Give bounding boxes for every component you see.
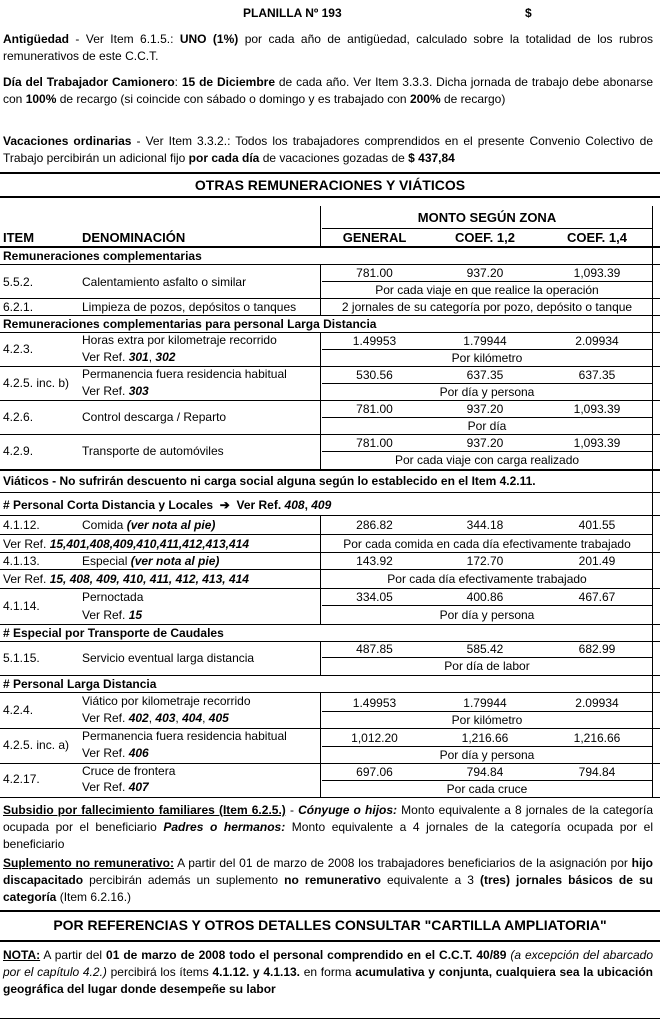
- ref-number: 301: [128, 350, 149, 364]
- ref-number: 15: [128, 608, 143, 622]
- den-425a: Permanencia fuera residencia habitual: [82, 729, 287, 743]
- vacaciones-paragraph: [3, 133, 653, 167]
- value-coef12: 172.70: [466, 554, 504, 568]
- value-coef14: 201.49: [578, 554, 616, 568]
- ref-number: 15, 408, 409, 410, 411, 412, 413, 414: [49, 572, 249, 586]
- den-label: Especial: [82, 554, 128, 568]
- section-corta-distancia: [3, 498, 331, 512]
- item-423: 4.2.3.: [3, 342, 34, 356]
- row-note: Por cada comida en cada día efectivamente trabajado: [343, 537, 631, 551]
- value-coef14: 794.84: [578, 765, 616, 779]
- suplemento-text-4: (Item 6.2.16.): [56, 890, 132, 904]
- divider: [0, 692, 660, 693]
- monto-header: MONTO SEGÚN ZONA: [417, 210, 557, 225]
- vacaciones-text: - Ver Item 3.3.2.: Todos los trabajadores comprendidos en el presente Convenio Colectivo de Trabajo percibirán un adicional fijo: [3, 134, 654, 165]
- ref-424: [82, 711, 229, 725]
- section-rem-comp-ld: Remuneraciones complementarias para personal Larga Distancia: [3, 317, 377, 331]
- item-header: ITEM: [3, 230, 35, 245]
- divider: [322, 780, 652, 781]
- den-429: Transporte de automóviles: [82, 444, 224, 458]
- value-general: 781.00: [356, 402, 393, 416]
- dia-trabajador-text-2: de cada año. Ver Item 3.3.3. Dicha jornada de trabajo debe abonarse con: [3, 75, 654, 106]
- nota-label: NOTA:: [3, 948, 41, 962]
- divider: [0, 1018, 660, 1019]
- suplemento-bold: hijo discapacitado: [3, 856, 653, 887]
- divider: [0, 569, 652, 570]
- divider: [322, 228, 652, 229]
- value-general: 697.06: [356, 765, 393, 779]
- divider: [0, 588, 660, 589]
- coef14-header: COEF. 1,4: [567, 230, 627, 245]
- divider: [0, 315, 660, 316]
- item-4114: 4.1.14.: [3, 599, 40, 613]
- nota-bold: 01 de marzo de 2008 todo el personal comprendido en el C.C.T. 40/89: [106, 948, 507, 962]
- row-note: Por cada cruce: [446, 782, 528, 796]
- value-coef14: 1,093.39: [573, 402, 621, 416]
- ref-sep: ,: [148, 350, 156, 364]
- value-coef14: 682.99: [578, 642, 616, 656]
- value-coef12: 344.18: [466, 518, 504, 532]
- denominacion-header: DENOMINACIÓN: [82, 230, 186, 245]
- divider: [0, 246, 660, 248]
- den-426: Control descarga / Reparto: [82, 410, 227, 424]
- value-coef12: 937.20: [466, 436, 504, 450]
- ref-label: Ver Ref.: [3, 572, 50, 586]
- viaticos-line: [3, 474, 536, 488]
- value-coef12: 937.20: [466, 402, 504, 416]
- item-425a: 4.2.5. inc. a): [3, 738, 70, 752]
- value-coef12: 637.35: [466, 368, 504, 382]
- value-coef14: 1,216.66: [573, 731, 621, 745]
- divider: [322, 746, 652, 747]
- den-label: Comida: [82, 518, 124, 532]
- row-note: Por día y persona: [439, 608, 535, 622]
- subsidio-text-3: Monto equivalente a 4 jornales de la categoría ocupada por el beneficiario: [3, 820, 654, 851]
- ref-sep: ,: [304, 498, 312, 512]
- item-5115: 5.1.15.: [3, 651, 40, 665]
- subsidio-text-2: Monto equivalente a 8 jornales de la categoría ocupada por el beneficiario: [3, 803, 653, 834]
- divider: [0, 624, 660, 625]
- den-423: Horas extra por kilometraje recorrido: [82, 333, 277, 347]
- suplemento-text-3: equivalente a 3: [380, 873, 480, 887]
- ref-label: Ver Ref.: [82, 780, 129, 794]
- item-429: 4.2.9.: [3, 444, 34, 458]
- row-note: Por kilómetro: [451, 351, 523, 365]
- value-coef14: 1,093.39: [573, 436, 621, 450]
- ref-425b: [82, 384, 149, 398]
- coef12-header: COEF. 1,2: [455, 230, 515, 245]
- corta-ref: Ver Ref.: [236, 498, 282, 512]
- nota-paragraph: [3, 947, 653, 998]
- value-coef12: 1.79944: [463, 696, 507, 710]
- divider: [320, 515, 321, 624]
- row-note: Por día de labor: [444, 659, 530, 673]
- ref-number: 409: [311, 498, 332, 512]
- item-4217: 4.2.17.: [3, 772, 40, 786]
- suplemento-bold-3: (tres) jornales básicos de su categoría: [3, 873, 653, 904]
- item-425b: 4.2.5. inc. b): [3, 376, 70, 390]
- dia-trabajador-pct2: 200%: [409, 92, 441, 106]
- dia-trabajador-label: Día del Trabajador Camionero: [3, 75, 175, 89]
- vacaciones-label: Vacaciones ordinarias: [3, 134, 132, 148]
- value-general: 286.82: [356, 518, 393, 532]
- divider: [322, 281, 652, 282]
- ref-number: 402: [128, 711, 149, 725]
- den-4217: Cruce de frontera: [82, 764, 176, 778]
- antiguedad-paragraph: [3, 31, 653, 65]
- suplemento-bold-2: no remunerativo: [284, 873, 381, 887]
- divider: [0, 298, 660, 299]
- item-4112: 4.1.12.: [3, 518, 40, 532]
- value-coef12: 1.79944: [463, 334, 507, 348]
- divider: [320, 332, 321, 470]
- divider: [0, 172, 660, 174]
- divider: [322, 657, 652, 658]
- ref-423: [82, 350, 175, 364]
- value-general: 1.49953: [352, 696, 397, 710]
- corta-label: # Personal Corta Distancia y Locales: [3, 498, 214, 512]
- nota-text-2: percibirá los ítems: [106, 965, 213, 979]
- divider: [0, 675, 660, 676]
- value-coef14: 1,093.39: [573, 266, 621, 280]
- ref-label: Ver Ref.: [82, 711, 129, 725]
- viaticos-label: Viáticos: [3, 474, 49, 488]
- value-coef14: 401.55: [578, 518, 616, 532]
- divider: [320, 641, 321, 675]
- divider: [0, 940, 660, 942]
- divider: [0, 552, 660, 553]
- divider: [322, 349, 652, 350]
- divider: [0, 515, 660, 516]
- dia-trabajador-date: 15 de Diciembre: [181, 75, 275, 89]
- value-coef12: 937.20: [466, 266, 504, 280]
- divider: [322, 711, 652, 712]
- ref-4114: [82, 608, 142, 622]
- den-4114: Pernoctada: [82, 590, 144, 604]
- row-note: Por día: [467, 419, 507, 433]
- dia-trabajador-paragraph: [3, 74, 653, 108]
- vacaciones-amount: $ 437,84: [408, 151, 455, 165]
- otras-remuneraciones-title: OTRAS REMUNERACIONES Y VIÁTICOS: [194, 177, 466, 193]
- ref-number: 302: [155, 350, 176, 364]
- den-4113: [82, 554, 219, 568]
- den-note: (ver nota al pie): [126, 518, 216, 532]
- antiguedad-text: - Ver Item 6.1.5.:: [69, 32, 180, 46]
- subsidio-bold: Cónyuge o hijos:: [298, 803, 398, 817]
- divider: [0, 910, 660, 912]
- dia-trabajador-text: :: [174, 75, 182, 89]
- antiguedad-label: Antigüedad: [3, 32, 69, 46]
- ref-label: Ver Ref.: [82, 350, 129, 364]
- value-coef12: 1,216.66: [461, 731, 509, 745]
- divider: [652, 206, 653, 798]
- antiguedad-text-2: por cada año de antigüedad, calculado sobre la totalidad de los rubros remunerativos de este C.C.T.: [3, 32, 653, 63]
- ref-sep: ,: [175, 711, 183, 725]
- ref-number: 407: [128, 780, 149, 794]
- row-note: Por cada viaje en que realice la operación: [375, 283, 599, 297]
- nota-bold-2: 4.1.12. y 4.1.13.: [212, 965, 301, 979]
- divider: [0, 469, 660, 471]
- suplemento-paragraph: [3, 855, 653, 906]
- ref-number: 405: [208, 711, 229, 725]
- dia-trabajador-text-3: de recargo (si coincide con sábado o domingo y es trabajado con: [56, 92, 410, 106]
- nota-italic: (a excepción del abarcado por el capítulo 4.2.): [3, 948, 654, 979]
- ref-number: 303: [128, 384, 149, 398]
- ref-sep: ,: [148, 711, 156, 725]
- value-coef14: 2.09934: [575, 334, 619, 348]
- row-note: Por día y persona: [439, 385, 535, 399]
- item-4113: 4.1.13.: [3, 554, 40, 568]
- divider: [0, 400, 660, 401]
- ref-4112: [3, 537, 249, 551]
- item-552: 5.5.2.: [3, 275, 34, 289]
- divider: [322, 383, 652, 384]
- subsidio-bold-2: Padres o hermanos:: [163, 820, 286, 834]
- divider: [320, 206, 321, 246]
- value-general: 143.92: [356, 554, 393, 568]
- item-426: 4.2.6.: [3, 410, 34, 424]
- row-note: Por día y persona: [439, 748, 535, 762]
- suplemento-text: A partir del 01 de marzo de 2008 los trabajadores beneficiarios de la asignación por: [173, 856, 632, 870]
- dia-trabajador-pct1: 100%: [25, 92, 57, 106]
- ref-4217: [82, 780, 149, 794]
- section-caudales: # Especial por Transporte de Caudales: [3, 626, 224, 640]
- ref-number: 404: [182, 711, 203, 725]
- ref-sep: ,: [202, 711, 209, 725]
- nota-text: A partir del: [40, 948, 107, 962]
- section-larga-distancia: # Personal Larga Distancia: [3, 677, 157, 691]
- general-header: GENERAL: [342, 230, 407, 245]
- den-5115: Servicio eventual larga distancia: [82, 651, 255, 665]
- den-note: (ver nota al pie): [130, 554, 220, 568]
- section-rem-comp: Remuneraciones complementarias: [3, 249, 202, 263]
- row-note: Por cada día efectivamente trabajado: [387, 572, 587, 586]
- ref-number: 403: [155, 711, 176, 725]
- value-coef14: 637.35: [578, 368, 616, 382]
- nota-bold-3: acumulativa y conjunta, cualquiera sea la ubicación geográfica del lugar donde desempeñe su labor: [3, 965, 653, 996]
- ref-425a: [82, 746, 149, 760]
- ref-label: Ver Ref.: [82, 746, 129, 760]
- value-general: 1.49953: [352, 334, 397, 348]
- referencias-title: POR REFERENCIAS Y OTROS DETALLES CONSULTAR "CARTILLA AMPLIATORIA": [53, 917, 607, 933]
- divider: [322, 451, 652, 452]
- dia-trabajador-text-4: de recargo): [440, 92, 506, 106]
- subsidio-text: -: [285, 803, 299, 817]
- divider: [0, 534, 652, 535]
- vacaciones-text-2: de vacaciones gozadas de: [259, 151, 409, 165]
- value-coef12: 400.86: [466, 590, 504, 604]
- den-424: Viático por kilometraje recorrido: [82, 694, 251, 708]
- viaticos-text: - No sufrirán descuento ni carga social alguna según lo establecido en el Item 4.2.11.: [48, 474, 536, 488]
- ref-number: 406: [128, 746, 149, 760]
- divider: [0, 492, 660, 493]
- value-coef12: 585.42: [466, 642, 504, 656]
- ref-number: 408: [284, 498, 305, 512]
- value-general: 1,012.20: [351, 731, 398, 745]
- divider: [322, 605, 652, 606]
- value-general: 781.00: [356, 436, 393, 450]
- row-note: Por cada viaje con carga realizado: [394, 453, 580, 467]
- divider: [0, 196, 660, 198]
- ref-label: Ver Ref.: [82, 608, 129, 622]
- ref-label: Ver Ref.: [82, 384, 129, 398]
- value-coef14: 2.09934: [575, 696, 619, 710]
- den-4112: [82, 518, 215, 532]
- nota-text-3: en forma: [300, 965, 356, 979]
- divider: [320, 692, 321, 798]
- item-424: 4.2.4.: [3, 703, 34, 717]
- suplemento-text-2: percibirán además un suplemento: [83, 873, 285, 887]
- vacaciones-bold-1: por cada día: [188, 151, 260, 165]
- den-552: Calentamiento asfalto o similar: [82, 275, 247, 289]
- den-621: Limpieza de pozos, depósitos o tanques: [82, 300, 297, 314]
- divider: [0, 434, 660, 435]
- ref-number: 15,401,408,409,410,411,412,413,414: [49, 537, 249, 551]
- den-425b: Permanencia fuera residencia habitual: [82, 367, 287, 381]
- ref-4113: [3, 572, 249, 586]
- ref-label: Ver Ref.: [3, 537, 50, 551]
- page-title: PLANILLA Nº 193: [243, 6, 342, 20]
- row-note: 2 jornales de su categoría por pozo, depósito o tanque: [341, 300, 633, 314]
- value-coef14: 467.67: [578, 590, 616, 604]
- divider: [0, 264, 660, 265]
- divider: [322, 417, 652, 418]
- antiguedad-rate: UNO (1%): [179, 32, 239, 46]
- suplemento-label: Suplemento no remunerativo:: [3, 856, 174, 870]
- item-621: 6.2.1.: [3, 300, 34, 314]
- arrow-right-icon: ➔: [219, 498, 230, 512]
- value-coef12: 794.84: [466, 765, 504, 779]
- value-general: 487.85: [356, 642, 393, 656]
- value-general: 781.00: [356, 266, 393, 280]
- subsidio-label: Subsidio por fallecimiento familiares (Item 6.2.5.): [3, 803, 286, 817]
- divider: [0, 797, 660, 798]
- currency-symbol: $: [525, 6, 532, 20]
- subsidio-paragraph: [3, 802, 653, 853]
- value-general: 334.05: [356, 590, 393, 604]
- value-general: 530.56: [356, 368, 393, 382]
- row-note: Por kilómetro: [451, 713, 523, 727]
- divider: [320, 264, 321, 316]
